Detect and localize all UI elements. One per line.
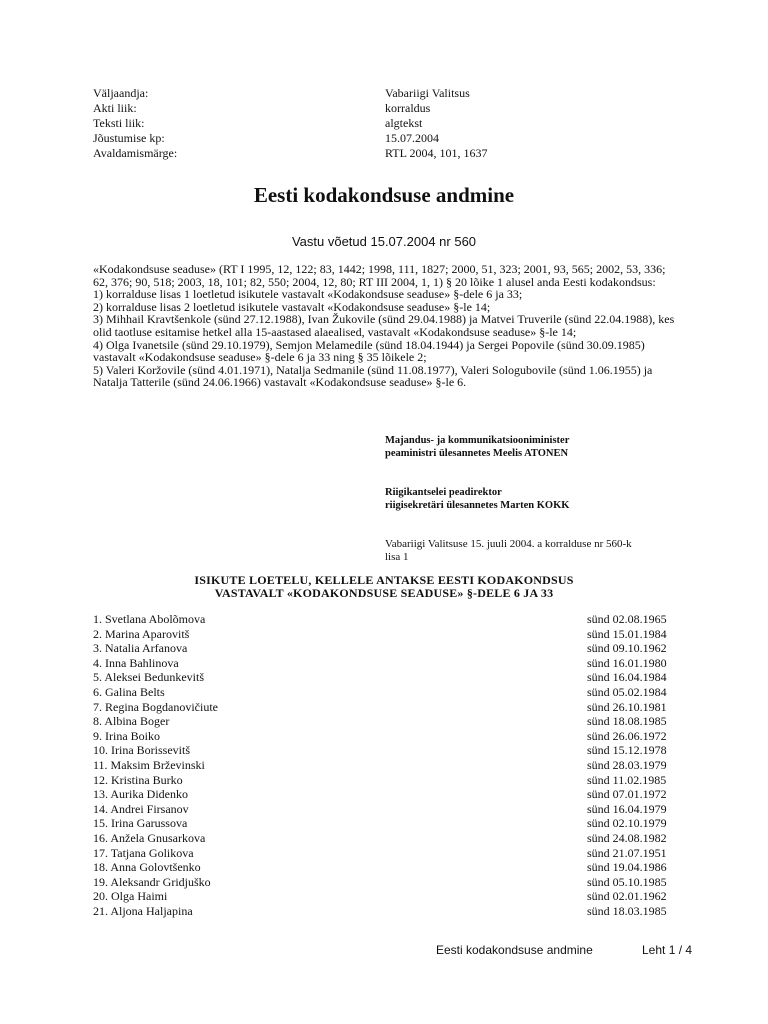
list-item bbox=[93, 743, 693, 758]
list-item bbox=[93, 904, 693, 919]
metadata-row bbox=[93, 101, 613, 116]
list-item bbox=[93, 714, 693, 729]
document-title: Eesti kodakondsuse andmine bbox=[253, 183, 515, 207]
list-item bbox=[93, 816, 693, 831]
list-item bbox=[93, 612, 693, 627]
document-subtitle: Vastu võetud 15.07.2004 nr 560 bbox=[291, 234, 477, 249]
footer-title: Eesti kodakondsuse andmine bbox=[436, 943, 593, 957]
list-item bbox=[93, 773, 693, 788]
person-birthdate: sünd 16.04.1984 bbox=[587, 670, 667, 685]
person-name: 8. Albina Boger bbox=[93, 714, 170, 729]
person-name: 6. Galina Belts bbox=[93, 684, 165, 699]
person-birthdate: sünd 28.03.1979 bbox=[587, 757, 667, 772]
metadata-label: Jõustumise kp: bbox=[93, 131, 165, 145]
person-name: 16. Anžela Gnusarkova bbox=[93, 830, 206, 845]
metadata-label: Väljaandja: bbox=[93, 86, 149, 100]
decision-text: «Kodakondsuse seaduse» (RT I 1995, 12, 122; 83, 1442; 1998, 111, 1827; 2000, 51, 323; 2001, 93, 565; 2002, 53, 336; 62, 376; 90, 518; 2003, 18, 101; 82, 550; 2004, 12, 80; RT III 2004, 1, 1) § 20 lõike 1 alusel anda Eesti kodakondsus: 1) korralduse lisas 1 loetletud isikutele vastavalt «Kodakondsuse seaduse» §-dele 6 ja 33; 2) korralduse lisas 2 loetletud isikutele vastavalt «Kodakondsuse seaduse» §-le 14; 3) Mihhail Kravtšenkole (sünd 27.12.1988), Ivan Žukovile (sünd 29.04.1988) ja Matvei Truverile (sünd 22.04.1988), kes olid taotluse esitamise hetkel alla 15-aastased alaealised, vastavalt «Kodakondsuse seaduse» §-le 14; 4) Olga Ivanetsile (sünd 29.10.1979), Semjon Melamedile (sünd 18.04.1944) ja Sergei Popovile (sünd 30.09.1985) vastavalt «Kodakondsuse seaduse» §-dele 6 ja 33 ning § 35 lõikele 2; 5) Valeri Koržovile (sünd 4.01.1971), Natalja Sedmanile (sünd 11.08.1977), Valeri Sologubovile (sünd 1.06.1955) ja Natalja Tatterile (sünd 24.06.1966) vastavalt «Kodakondsuse seaduse» §-le 6. bbox=[93, 262, 675, 390]
list-item bbox=[93, 729, 693, 744]
list-item bbox=[93, 670, 693, 685]
person-birthdate: sünd 21.07.1951 bbox=[587, 845, 667, 860]
person-birthdate: sünd 24.08.1982 bbox=[587, 830, 667, 845]
list-title-line: VASTAVALT «KODAKONDSUSE SEADUSE» §-DELE 6 JA 33 bbox=[214, 586, 554, 600]
signature-line: peaministri ülesannetes Meelis ATONEN bbox=[385, 447, 569, 459]
person-birthdate: sünd 16.01.1980 bbox=[587, 655, 667, 670]
metadata-value: korraldus bbox=[385, 101, 431, 115]
metadata-label: Akti liik: bbox=[93, 101, 137, 115]
list-item bbox=[93, 641, 693, 656]
person-birthdate: sünd 02.10.1979 bbox=[587, 816, 667, 831]
person-birthdate: sünd 19.04.1986 bbox=[587, 860, 667, 875]
list-item bbox=[93, 802, 693, 817]
footer-page-number: Leht 1 / 4 bbox=[642, 943, 693, 957]
person-birthdate: sünd 18.03.1985 bbox=[587, 903, 667, 918]
annex-line: Vabariigi Valitsuse 15. juuli 2004. a korralduse nr 560-k bbox=[385, 538, 632, 550]
person-birthdate: sünd 05.02.1984 bbox=[587, 684, 667, 699]
annex-reference bbox=[385, 538, 685, 563]
signature-line: riigisekretäri ülesannetes Marten KOKK bbox=[385, 499, 570, 511]
person-birthdate: sünd 15.01.1984 bbox=[587, 626, 667, 641]
signature-minister bbox=[385, 435, 569, 460]
metadata-value: Vabariigi Valitsus bbox=[385, 86, 470, 100]
metadata-value: RTL 2004, 101, 1637 bbox=[385, 146, 488, 160]
list-item bbox=[93, 831, 693, 846]
metadata-row bbox=[93, 86, 613, 101]
list-item bbox=[93, 860, 693, 875]
person-birthdate: sünd 16.04.1979 bbox=[587, 801, 667, 816]
persons-list bbox=[93, 612, 693, 918]
person-name: 14. Andrei Firsanov bbox=[93, 801, 189, 816]
person-name: 21. Aljona Haljapina bbox=[93, 903, 193, 918]
person-name: 1. Svetlana Abolõmova bbox=[93, 612, 206, 626]
person-name: 4. Inna Bahlinova bbox=[93, 655, 179, 670]
person-name: 10. Irina Borissevitš bbox=[93, 743, 190, 758]
person-birthdate: sünd 02.01.1962 bbox=[587, 889, 667, 904]
metadata-value: 15.07.2004 bbox=[385, 131, 439, 145]
list-item bbox=[93, 875, 693, 890]
signature-line: Riigikantselei peadirektor bbox=[385, 487, 502, 498]
person-name: 15. Irina Garussova bbox=[93, 816, 188, 831]
list-title bbox=[0, 574, 768, 600]
list-item bbox=[93, 700, 693, 715]
person-birthdate: sünd 07.01.1972 bbox=[587, 787, 667, 802]
person-name: 13. Aurika Didenko bbox=[93, 787, 188, 802]
person-birthdate: sünd 09.10.1962 bbox=[587, 641, 667, 656]
metadata-row bbox=[93, 116, 613, 131]
metadata-label: Avaldamismärge: bbox=[93, 146, 178, 160]
person-name: 9. Irina Boiko bbox=[93, 728, 160, 743]
metadata-block bbox=[93, 86, 613, 161]
list-item bbox=[93, 758, 693, 773]
list-item bbox=[93, 656, 693, 671]
person-name: 20. Olga Haimi bbox=[93, 889, 168, 904]
person-name: 18. Anna Golovtšenko bbox=[93, 860, 201, 875]
person-name: 2. Marina Aparovitš bbox=[93, 626, 190, 641]
list-item bbox=[93, 889, 693, 904]
annex-line: lisa 1 bbox=[385, 550, 409, 563]
person-birthdate: sünd 26.06.1972 bbox=[587, 728, 667, 743]
list-item bbox=[93, 846, 693, 861]
metadata-value: algtekst bbox=[385, 116, 423, 130]
signature-chancellery bbox=[385, 487, 569, 512]
signature-line: Majandus- ja kommunikatsiooniminister bbox=[385, 435, 570, 446]
person-birthdate: sünd 26.10.1981 bbox=[587, 699, 667, 714]
decision-body bbox=[93, 263, 678, 389]
person-name: 17. Tatjana Golikova bbox=[93, 845, 194, 860]
person-name: 19. Aleksandr Gridjuško bbox=[93, 874, 211, 889]
list-item bbox=[93, 787, 693, 802]
person-birthdate: sünd 11.02.1985 bbox=[587, 772, 667, 787]
metadata-row bbox=[93, 146, 613, 161]
list-title-line: ISIKUTE LOETELU, KELLELE ANTAKSE EESTI KODAKONDSUS bbox=[194, 573, 574, 587]
person-name: 5. Aleksei Bedunkevitš bbox=[93, 670, 204, 685]
person-name: 7. Regina Bogdanovičiute bbox=[93, 699, 218, 714]
person-name: 12. Kristina Burko bbox=[93, 772, 183, 787]
metadata-label: Teksti liik: bbox=[93, 116, 145, 130]
person-birthdate: sünd 02.08.1965 bbox=[587, 612, 667, 626]
person-birthdate: sünd 18.08.1985 bbox=[587, 714, 667, 729]
person-birthdate: sünd 05.10.1985 bbox=[587, 874, 667, 889]
person-name: 3. Natalia Arfanova bbox=[93, 641, 188, 656]
list-item bbox=[93, 685, 693, 700]
list-item bbox=[93, 627, 693, 642]
person-name: 11. Maksim Brževinski bbox=[93, 757, 205, 772]
metadata-row bbox=[93, 131, 613, 146]
person-birthdate: sünd 15.12.1978 bbox=[587, 743, 667, 758]
